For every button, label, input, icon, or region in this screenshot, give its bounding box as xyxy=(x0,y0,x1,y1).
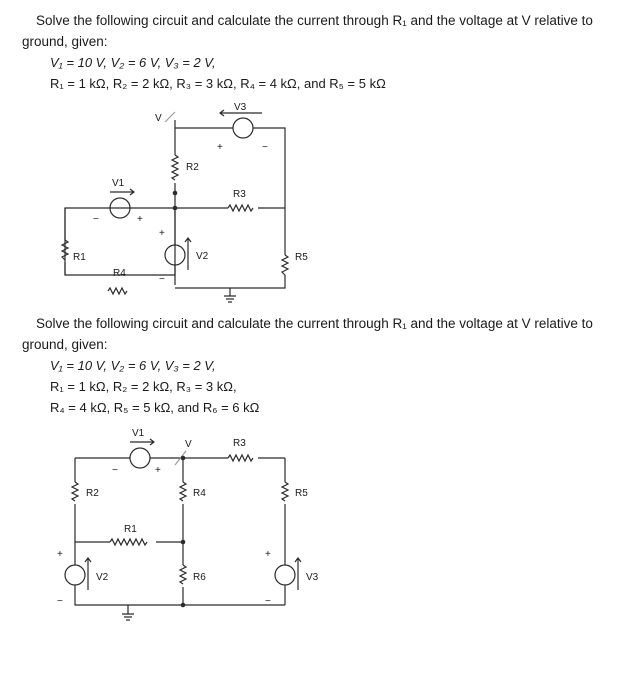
problem-1-given-resistors: R₁ = 1 kΩ, R₂ = 2 kΩ, R₃ = 3 kΩ, R₄ = 4 kΩ, and R₅ = 5 kΩ xyxy=(50,76,386,91)
v3-label: V3 xyxy=(306,572,319,583)
r1-resistor xyxy=(110,539,147,545)
r3-label: R3 xyxy=(233,438,246,449)
v2-label: V2 xyxy=(96,572,109,583)
v1-minus: − xyxy=(93,214,99,225)
v1-minus: − xyxy=(112,465,118,476)
r4-label: R4 xyxy=(113,268,126,279)
v3-arrow-icon xyxy=(295,558,301,590)
v3-minus: − xyxy=(262,142,268,153)
v1-arrow-icon xyxy=(130,439,154,445)
problem-2-given-voltages: V₁ = 10 V, V₂ = 6 V, V₃ = 2 V, xyxy=(50,358,216,373)
v2-arrow-icon xyxy=(85,558,91,590)
v2-source-circle xyxy=(65,565,85,585)
problem-2-given-resistors-a: R₁ = 1 kΩ, R₂ = 2 kΩ, R₃ = 3 kΩ, xyxy=(50,379,237,394)
v3-plus: + xyxy=(265,549,271,560)
r3-resistor xyxy=(228,455,253,461)
v3-minus: − xyxy=(265,596,271,607)
r2-label: R2 xyxy=(186,162,199,173)
ground-symbol xyxy=(122,614,134,620)
r1-label: R1 xyxy=(73,252,86,263)
r6-resistor xyxy=(180,565,186,584)
r5-label: R5 xyxy=(295,252,308,263)
v2-plus: + xyxy=(57,549,63,560)
r1-label: R1 xyxy=(124,524,137,535)
v3-plus: + xyxy=(217,142,223,153)
problem-2-intro: Solve the following circuit and calculate the current through R₁ and the voltage at V relative to xyxy=(36,316,593,331)
v2-label: V2 xyxy=(196,251,209,262)
v1-plus: + xyxy=(137,214,143,225)
v1-label: V1 xyxy=(132,428,145,439)
v1-plus: + xyxy=(155,465,161,476)
v2-minus: − xyxy=(159,274,165,285)
v2-minus: − xyxy=(57,596,63,607)
problem-1-intro-cont: ground, given: xyxy=(22,34,108,49)
problem-2-given-resistors-b: R₄ = 4 kΩ, R₅ = 5 kΩ, and R₆ = 6 kΩ xyxy=(50,400,260,415)
r5-label: R5 xyxy=(295,488,308,499)
r4-resistor xyxy=(180,482,186,501)
v1-label: V1 xyxy=(112,178,125,189)
r4-label: R4 xyxy=(193,488,206,499)
v3-source-circle xyxy=(275,565,295,585)
r5-resistor xyxy=(282,482,288,501)
problem-1-given-voltages: V₁ = 10 V, V₂ = 6 V, V₃ = 2 V, xyxy=(50,55,216,70)
v3-label: V3 xyxy=(234,102,247,113)
node-v-label: V xyxy=(155,113,162,124)
problem-1-intro: Solve the following circuit and calculate the current through R₁ and the voltage at V relative to xyxy=(36,13,593,28)
r6-label: R6 xyxy=(193,572,206,583)
r2-resistor xyxy=(72,482,78,501)
v2-plus: + xyxy=(159,228,165,239)
r2-label: R2 xyxy=(86,488,99,499)
v1-source-circle xyxy=(130,448,150,468)
node-v-label: V xyxy=(185,439,192,450)
r3-label: R3 xyxy=(233,189,246,200)
problem-2-intro-cont: ground, given: xyxy=(22,337,108,352)
